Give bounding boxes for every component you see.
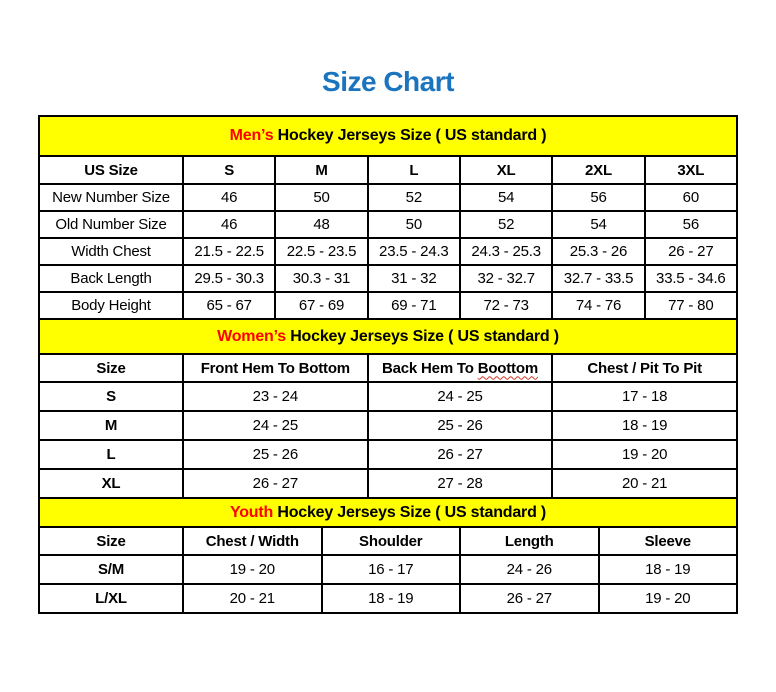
youth-section-banner <box>39 498 737 527</box>
row-label-cell: L <box>39 440 183 469</box>
size-value-cell: 56 <box>645 211 737 238</box>
size-value-cell: 46 <box>183 211 275 238</box>
mens-banner-row <box>39 116 737 156</box>
column-header-cell: US Size <box>39 156 183 184</box>
column-header-cell: Shoulder <box>322 527 461 555</box>
size-value-cell: 74 - 76 <box>552 292 644 319</box>
size-value-cell: 65 - 67 <box>183 292 275 319</box>
column-header-cell: Chest / Width <box>183 527 322 555</box>
mens-table-body <box>39 184 737 319</box>
column-header-cell: M <box>275 156 367 184</box>
banner-highlight: Youth <box>229 503 274 521</box>
column-header-cell: Size <box>39 354 183 382</box>
size-value-cell: 20 - 21 <box>183 584 322 613</box>
size-value-cell: 20 - 21 <box>552 469 737 498</box>
size-row <box>39 411 737 440</box>
size-value-cell: 24 - 25 <box>368 382 553 411</box>
banner-rest: Hockey Jerseys Size ( US standard ) <box>273 503 547 521</box>
size-value-cell: 77 - 80 <box>645 292 737 319</box>
column-header-cell: Front Hem To Bottom <box>183 354 368 382</box>
size-value-cell: 54 <box>460 184 552 211</box>
size-value-cell: 32.7 - 33.5 <box>552 265 644 292</box>
row-label-cell: S/M <box>39 555 183 584</box>
size-value-cell: 32 - 32.7 <box>460 265 552 292</box>
banner-highlight: Women’s <box>217 327 286 345</box>
size-value-cell: 31 - 32 <box>368 265 460 292</box>
size-value-cell: 24 - 25 <box>183 411 368 440</box>
womens-table-body <box>39 382 737 498</box>
column-header-cell: Length <box>460 527 599 555</box>
size-row <box>39 184 737 211</box>
row-label-cell: L/XL <box>39 584 183 613</box>
banner-rest: Hockey Jerseys Size ( US standard ) <box>273 127 547 144</box>
size-value-cell: 25 - 26 <box>368 411 553 440</box>
row-label-cell: Width Chest <box>39 238 183 265</box>
size-row <box>39 584 737 613</box>
page-title: Size Chart <box>322 66 454 97</box>
size-value-cell: 48 <box>275 211 367 238</box>
size-value-cell: 30.3 - 31 <box>275 265 367 292</box>
row-label-cell: M <box>39 411 183 440</box>
row-label-cell: Body Height <box>39 292 183 319</box>
size-value-cell: 22.5 - 23.5 <box>275 238 367 265</box>
size-value-cell: 23 - 24 <box>183 382 368 411</box>
size-value-cell: 52 <box>368 184 460 211</box>
mens-size-table <box>38 115 738 320</box>
column-header-cell: Size <box>39 527 183 555</box>
size-value-cell: 69 - 71 <box>368 292 460 319</box>
size-value-cell: 18 - 19 <box>322 584 461 613</box>
size-value-cell: 50 <box>368 211 460 238</box>
size-value-cell: 54 <box>552 211 644 238</box>
row-label-cell: S <box>39 382 183 411</box>
size-row <box>39 292 737 319</box>
size-value-cell: 67 - 69 <box>275 292 367 319</box>
size-value-cell: 26 - 27 <box>368 440 553 469</box>
column-header-cell: L <box>368 156 460 184</box>
womens-section-banner <box>39 319 737 354</box>
banner-highlight: Men’s <box>229 127 274 144</box>
size-value-cell: 29.5 - 30.3 <box>183 265 275 292</box>
column-header-cell: Chest / Pit To Pit <box>552 354 737 382</box>
size-value-cell: 60 <box>645 184 737 211</box>
column-header-cell: Sleeve <box>599 527 738 555</box>
column-header-cell: XL <box>460 156 552 184</box>
size-value-cell: 72 - 73 <box>460 292 552 319</box>
size-row <box>39 469 737 498</box>
mens-section-banner <box>39 116 737 156</box>
misspelled-word: Boottom <box>477 359 538 377</box>
row-label-cell: XL <box>39 469 183 498</box>
column-header-cell: Back Hem To Boottom <box>368 354 553 382</box>
size-value-cell: 19 - 20 <box>183 555 322 584</box>
size-value-cell: 26 - 27 <box>460 584 599 613</box>
column-header-row <box>39 354 737 382</box>
size-value-cell: 56 <box>552 184 644 211</box>
youth-banner-row <box>39 498 737 527</box>
youth-size-table <box>38 497 738 614</box>
size-value-cell: 19 - 20 <box>599 584 738 613</box>
size-row <box>39 265 737 292</box>
size-row <box>39 238 737 265</box>
youth-table-body <box>39 555 737 613</box>
size-value-cell: 21.5 - 22.5 <box>183 238 275 265</box>
size-value-cell: 19 - 20 <box>552 440 737 469</box>
size-value-cell: 18 - 19 <box>599 555 738 584</box>
column-header-row <box>39 156 737 184</box>
column-header-cell: 3XL <box>645 156 737 184</box>
row-label-cell: New Number Size <box>39 184 183 211</box>
size-value-cell: 27 - 28 <box>368 469 553 498</box>
size-value-cell: 16 - 17 <box>322 555 461 584</box>
size-value-cell: 18 - 19 <box>552 411 737 440</box>
size-chart-tables <box>38 115 738 614</box>
row-label-cell: Back Length <box>39 265 183 292</box>
column-header-row <box>39 527 737 555</box>
size-value-cell: 52 <box>460 211 552 238</box>
size-row <box>39 382 737 411</box>
size-value-cell: 23.5 - 24.3 <box>368 238 460 265</box>
row-label-cell: Old Number Size <box>39 211 183 238</box>
womens-banner-row <box>39 319 737 354</box>
size-value-cell: 25.3 - 26 <box>552 238 644 265</box>
size-value-cell: 17 - 18 <box>552 382 737 411</box>
womens-size-table <box>38 318 738 499</box>
size-value-cell: 33.5 - 34.6 <box>645 265 737 292</box>
size-value-cell: 26 - 27 <box>645 238 737 265</box>
column-header-cell: S <box>183 156 275 184</box>
column-header-cell: 2XL <box>552 156 644 184</box>
size-row <box>39 211 737 238</box>
size-row <box>39 555 737 584</box>
size-value-cell: 24 - 26 <box>460 555 599 584</box>
size-value-cell: 46 <box>183 184 275 211</box>
size-value-cell: 25 - 26 <box>183 440 368 469</box>
size-value-cell: 24.3 - 25.3 <box>460 238 552 265</box>
size-row <box>39 440 737 469</box>
size-value-cell: 26 - 27 <box>183 469 368 498</box>
banner-rest: Hockey Jerseys Size ( US standard ) <box>285 327 559 345</box>
size-value-cell: 50 <box>275 184 367 211</box>
